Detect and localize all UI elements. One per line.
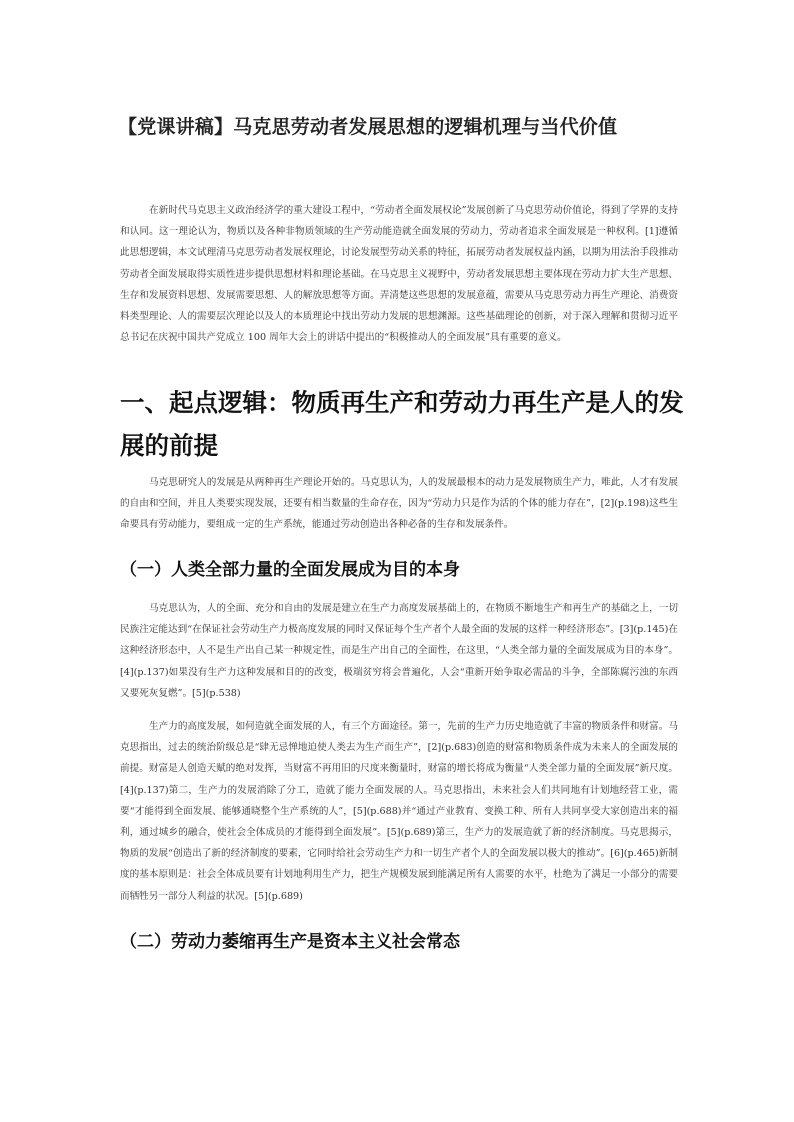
subsection-1-paragraph-1: 马克思认为，人的全面、充分和自由的发展是建立在生产力高度发展基础上的，在物质不断地生产和再生产的基础之上，一切民族注定能达到“在保证社会劳动生产力极高度发展的同时又保证每个生产者个人最全面的发展的这样一种经济形态”。[3](p.145)在这种经济形态中，人不是生产出自己某一种规定性，而是生产出自己的全面性，在这里，“人类全部力量的全面发展成为目的本身”。[4](p.137)如果没有生产力这种发展和目的的改变，极端贫穷将会普遍化，人会“重新开始争取必需品的斗争，全部陈腐污浊的东西又要死灰复燃”。[5](p.538)	[120, 603, 678, 699]
document-title: 【党课讲稿】马克思劳动者发展思想的逻辑机理与当代价值	[118, 116, 618, 138]
subsection-2-heading: （二）劳动力萎缩再生产是资本主义社会常态	[120, 932, 460, 952]
intro-paragraph: 在新时代马克思主义政治经济学的重大建设工程中，“劳动者全面发展权论”发展创新了马克思劳动价值论，得到了学界的支持和认同。这一理论认为，物质以及各种非物质领域的生产劳动能造就全面发展的劳动力，劳动者追求全面发展是一种权利。[1]遵循此思想逻辑，本文试理清马克思劳动者发展权理论，讨论发展型劳动关系的特征，拓展劳动者发展权益内涵，以期为用法治手段推动劳动者全面发展取得实质性进步提供思想材料和理论基础。在马克思主义视野中，劳动者发展思想主要体现在劳动力扩大生产思想、生存和发展资料思想、发展需要思想、人的解放思想等方面。弄清楚这些思想的发展意蕴，需要从马克思劳动力再生产理论、消费资料类型理论、人的需要层次理论以及人的本质理论中找出劳动力发展的思想渊源。这些基础理论的创新，对于深入理解和贯彻习近平总书记在庆祝中国共产党成立 100 周年大会上的讲话中提出的“积极推动人的全面发展”具有重要的意义。	[120, 205, 678, 344]
subsection-1-heading: （一）人类全部力量的全面发展成为目的本身	[120, 560, 460, 580]
section-1-paragraph: 马克思研究人的发展是从两种再生产理论开始的。马克思认为，人的发展最根本的动力是发展物质生产力，唯此，人才有发展的自由和空间，并且人类要实现发展，还要有相当数量的生命存在，因为“劳动力只是作为活的个体的能力存在”，[2](p.198)这些生命要具有劳动能力，要组成一定的生产系统，能通过劳动创造出各种必备的生存和发展条件。	[120, 477, 678, 531]
section-1-heading: 一、起点逻辑：物质再生产和劳动力再生产是人的发展的前提	[120, 388, 684, 460]
subsection-1-paragraph-2: 生产力的高度发展，如何造就全面发展的人，有三个方面途径。第一，先前的生产力历史地造就了丰富的物质条件和财富。马克思指出，过去的统治阶级总是“肆无忌惮地迫使人类去为生产而生产”，[2](p.683)创造的财富和物质条件成为未来人的全面发展的前提。财富是人创造天赋的绝对发挥，当财富不再用旧的尺度来衡量时，财富的增长将成为衡量“人类全部力量的全面发展”新尺度。[4](p.137)第二，生产力的发展消除了分工，造就了能力全面发展的人。马克思指出，未来社会人们共同地有计划地经营工业，需要“才能得到全面发展、能够通晓整个生产系统的人”，[5](p.688)并“通过产业教育、变换工种、所有人共同享受大家创造出来的福利，通过城乡的融合，使社会全体成员的才能得到全面发展”。[5](p.689)第三，生产力的发展造就了新的经济制度。马克思揭示，物质的发展“创造出了新的经济制度的要素，它同时给社会劳动生产力和一切生产者个人的全面发展以极大的推动”。[6](p.465)新制度的基本原则是：社会全体成员要有计划地利用生产力，把生产规模发展到能满足所有人需要的水平，杜绝为了满足一小部分的需要而牺牲另一部分人利益的状况。[5](p.689)	[120, 721, 678, 902]
